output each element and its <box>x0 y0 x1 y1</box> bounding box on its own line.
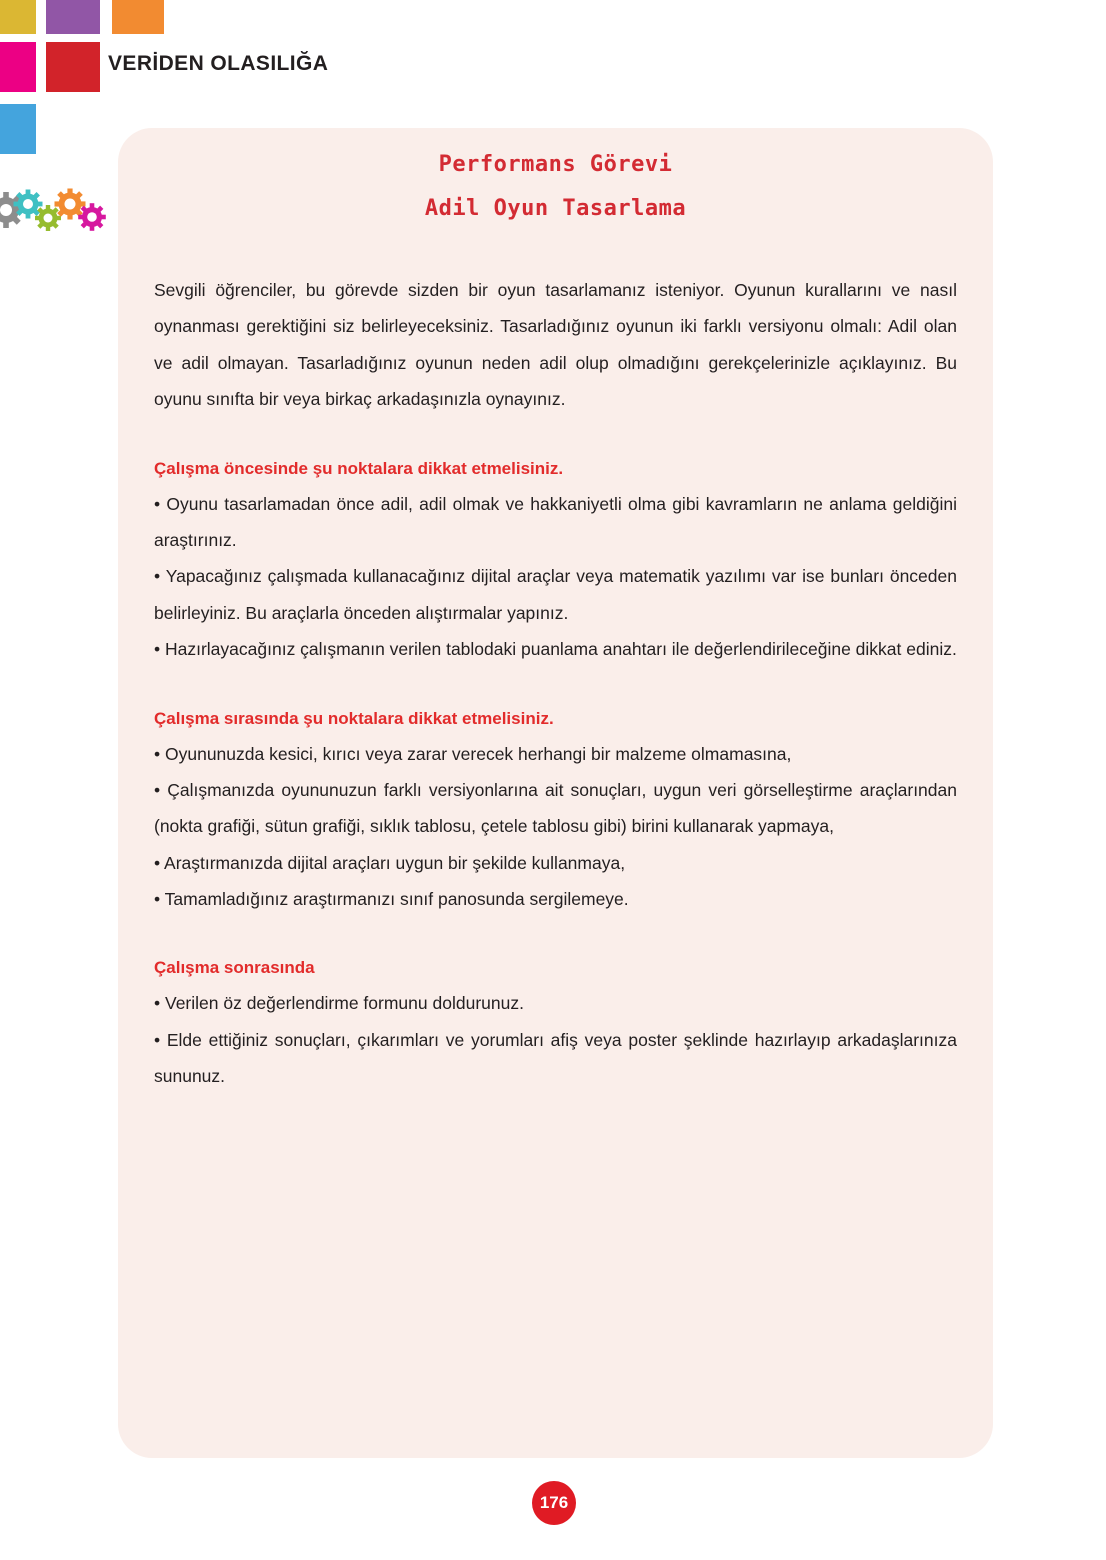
list-item: • Oyunu tasarlamadan önce adil, adil olmak ve hakkaniyetli olma gibi kavramların ne anlama geldiğini araştırınız. <box>154 493 957 550</box>
section-heading: Çalışma sonrasında <box>154 958 315 978</box>
section-heading: Çalışma sırasında şu noktalara dikkat etmelisiniz. <box>154 708 554 728</box>
header-swatch-purple <box>46 0 100 34</box>
intro-paragraph: Sevgili öğrenciler, bu görevde sizden bir oyun tasarlamanız isteniyor. Oyunun kurallarını ve nasıl oynanması gerektiğini siz belirleyeceksiniz. Tasarladığınız oyunun iki farklı versiyonu olmalı: Adil olan ve adil olmayan. Tasarladığınız oyunun neden adil olup olmadığını gerekçelerinizle açıklayınız. Bu oyunu sınıfta bir veya birkaç arkadaşınızla oynayınız. <box>154 280 957 410</box>
header-swatch-magenta <box>0 42 36 92</box>
header-swatch-yellow <box>0 0 36 34</box>
performance-task-card <box>118 128 993 1458</box>
section-during-study <box>154 702 957 918</box>
list-item: • Çalışmanızda oyununuzun farklı versiyonlarına ait sonuçları, uygun veri görselleştirme araçlarından (nokta grafiği, sütun grafiği, sıklık tablosu, çetele tablosu gibi) birini kullanarak yapmaya, <box>154 779 957 837</box>
task-title-line2: Adil Oyun Tasarlama <box>424 196 687 221</box>
header-swatch-orange <box>112 0 164 34</box>
section-after-study <box>154 951 957 1094</box>
list-item: • Tamamladığınız araştırmanızı sınıf panosunda sergilemeye. <box>154 889 629 910</box>
list-item: • Hazırlayacağınız çalışmanın verilen tablodaki puanlama anahtarı ile değerlendirileceğine dikkat ediniz. <box>154 639 957 660</box>
list-item: • Elde ettiğiniz sonuçları, çıkarımları ve yorumları afiş veya poster şeklinde hazırlayıp arkadaşlarınıza sununuz. <box>154 1029 957 1087</box>
section-before-study <box>154 452 957 668</box>
gears-icon <box>0 182 116 234</box>
task-title-line1: Performans Görevi <box>438 152 673 177</box>
list-item: • Araştırmanızda dijital araçları uygun bir şekilde kullanmaya, <box>154 852 626 873</box>
section-heading: Çalışma öncesinde şu noktalara dikkat etmelisiniz. <box>154 458 564 478</box>
page-number-badge: 176 <box>532 1481 576 1525</box>
list-item: • Oyununuzda kesici, kırıcı veya zarar verecek herhangi bir malzeme olmamasına, <box>154 743 792 764</box>
list-item: • Yapacağınız çalışmada kullanacağınız dijital araçlar veya matematik yazılımı var ise bunları önceden belirleyiniz. Bu araçlarla önceden alıştırmalar yapınız. <box>154 566 957 623</box>
unit-title: VERİDEN OLASILIĞA <box>108 52 329 75</box>
header-swatch-blue <box>0 104 36 154</box>
list-item: • Verilen öz değerlendirme formunu doldurunuz. <box>154 993 524 1014</box>
header-swatch-red <box>46 42 100 92</box>
